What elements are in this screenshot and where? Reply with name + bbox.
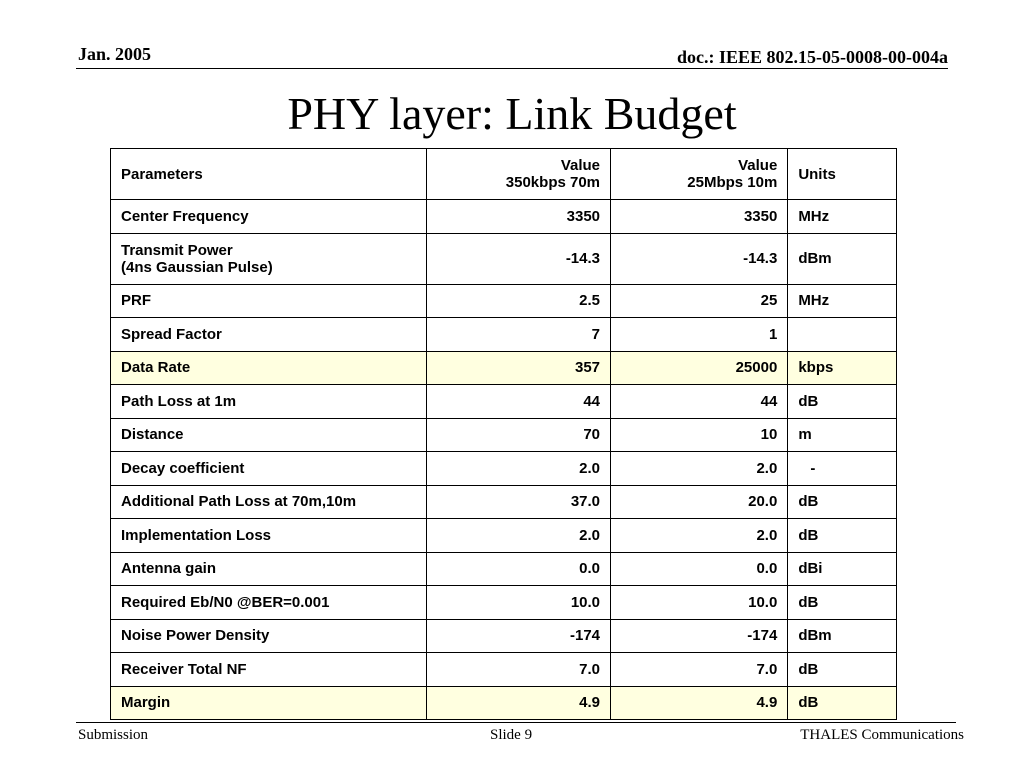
- cell-value-350kbps: 44: [426, 385, 610, 419]
- cell-parameter: [111, 233, 427, 284]
- table-row: [111, 485, 897, 519]
- parameter-text: Additional Path Loss at 70m,10m: [121, 493, 357, 511]
- cell-value-25mbps: 1: [611, 318, 788, 352]
- cell-value-25mbps: 20.0: [611, 485, 788, 519]
- parameter-text: Distance: [121, 426, 184, 444]
- cell-value-350kbps: -14.3: [426, 233, 610, 284]
- cell-value-25mbps: 7.0: [611, 653, 788, 687]
- cell-value-25mbps: 2.0: [611, 452, 788, 486]
- column-header-units: [788, 149, 897, 200]
- column-header-text: Parameters: [121, 165, 203, 183]
- cell-parameter: [111, 318, 427, 352]
- parameter-text: Transmit Power: [121, 241, 233, 259]
- cell-value-350kbps: 0.0: [426, 552, 610, 586]
- column-header-text: 25Mbps 10m: [687, 174, 778, 191]
- cell-value-350kbps: 357: [426, 351, 610, 385]
- table-row: [111, 351, 897, 385]
- cell-parameter: [111, 519, 427, 553]
- cell-parameter: [111, 586, 427, 620]
- cell-unit: -: [788, 452, 897, 486]
- cell-value-25mbps: 25: [611, 284, 788, 318]
- parameter-text: Margin: [121, 694, 171, 712]
- cell-value-25mbps: 2.0: [611, 519, 788, 553]
- cell-unit: dB: [788, 686, 897, 720]
- table-row: [111, 519, 897, 553]
- table-row: [111, 318, 897, 352]
- footer-submission: Submission: [78, 727, 149, 743]
- footer-slide-number: Slide 9: [490, 727, 533, 743]
- cell-unit: m: [788, 418, 897, 452]
- cell-value-350kbps: 10.0: [426, 586, 610, 620]
- table-row: [111, 284, 897, 318]
- parameter-text: Noise Power Density: [121, 627, 270, 645]
- cell-unit: dBi: [788, 552, 897, 586]
- table-row: [111, 385, 897, 419]
- cell-parameter: [111, 653, 427, 687]
- cell-unit: dB: [788, 385, 897, 419]
- cell-value-350kbps: 7: [426, 318, 610, 352]
- cell-parameter: [111, 686, 427, 720]
- cell-parameter: [111, 284, 427, 318]
- cell-value-350kbps: 4.9: [426, 686, 610, 720]
- cell-unit: dB: [788, 653, 897, 687]
- footer-divider: [76, 722, 956, 723]
- table-header-row: [111, 149, 897, 200]
- column-header-text: Value: [738, 157, 778, 174]
- parameter-text: Implementation Loss: [121, 526, 272, 544]
- cell-unit: dB: [788, 485, 897, 519]
- column-header-text: Units: [798, 165, 836, 183]
- header-divider: [76, 68, 948, 69]
- cell-unit: dB: [788, 586, 897, 620]
- cell-value-350kbps: 2.0: [426, 452, 610, 486]
- cell-value-25mbps: -174: [611, 619, 788, 653]
- header-date: Jan. 2005: [78, 44, 152, 64]
- cell-value-350kbps: 70: [426, 418, 610, 452]
- parameter-text: Receiver Total NF: [121, 660, 247, 678]
- column-header-value-350kbps: [426, 149, 610, 200]
- parameter-text: Required Eb/N0 @BER=0.001: [121, 593, 330, 611]
- cell-parameter: [111, 619, 427, 653]
- slide-title: PHY layer: Link Budget: [287, 88, 737, 139]
- cell-parameter: [111, 452, 427, 486]
- cell-value-25mbps: 0.0: [611, 552, 788, 586]
- cell-value-350kbps: 2.0: [426, 519, 610, 553]
- cell-parameter: [111, 200, 427, 234]
- parameter-text: Data Rate: [121, 359, 191, 377]
- cell-value-350kbps: 7.0: [426, 653, 610, 687]
- cell-unit: [788, 318, 897, 352]
- column-header-parameters: [111, 149, 427, 200]
- link-budget-table: [110, 148, 897, 720]
- parameter-text: Spread Factor: [121, 325, 222, 343]
- cell-value-350kbps: 37.0: [426, 485, 610, 519]
- parameter-text: Path Loss at 1m: [121, 392, 237, 410]
- table-row: [111, 418, 897, 452]
- footer-organization: THALES Communications: [800, 727, 964, 743]
- table-row: [111, 686, 897, 720]
- table-row: [111, 200, 897, 234]
- parameter-text: (4ns Gaussian Pulse): [121, 258, 273, 276]
- cell-unit: dBm: [788, 233, 897, 284]
- parameter-text: Center Frequency: [121, 207, 249, 225]
- table-row: [111, 653, 897, 687]
- cell-parameter: [111, 552, 427, 586]
- parameter-text: Decay coefficient: [121, 459, 245, 477]
- cell-value-25mbps: 25000: [611, 351, 788, 385]
- column-header-value-25mbps: [611, 149, 788, 200]
- cell-value-350kbps: 2.5: [426, 284, 610, 318]
- table-row: [111, 552, 897, 586]
- cell-value-25mbps: 44: [611, 385, 788, 419]
- parameter-text: Antenna gain: [121, 560, 217, 578]
- cell-value-25mbps: 10.0: [611, 586, 788, 620]
- column-header-text: 350kbps 70m: [505, 174, 601, 191]
- table-row: [111, 233, 897, 284]
- parameter-text: PRF: [121, 292, 151, 310]
- cell-parameter: [111, 385, 427, 419]
- cell-unit: MHz: [788, 284, 897, 318]
- table-body: [111, 200, 897, 720]
- cell-unit: kbps: [788, 351, 897, 385]
- cell-unit: dBm: [788, 619, 897, 653]
- cell-value-25mbps: 3350: [611, 200, 788, 234]
- cell-value-350kbps: 3350: [426, 200, 610, 234]
- cell-value-25mbps: 10: [611, 418, 788, 452]
- table-row: [111, 619, 897, 653]
- cell-value-25mbps: -14.3: [611, 233, 788, 284]
- cell-unit: dB: [788, 519, 897, 553]
- cell-parameter: [111, 418, 427, 452]
- cell-parameter: [111, 485, 427, 519]
- table-row: [111, 586, 897, 620]
- cell-value-25mbps: 4.9: [611, 686, 788, 720]
- table-row: [111, 452, 897, 486]
- cell-value-350kbps: -174: [426, 619, 610, 653]
- cell-parameter: [111, 351, 427, 385]
- header-doc-id: doc.: IEEE 802.15-05-0008-00-004a: [677, 47, 948, 67]
- column-header-text: Value: [560, 157, 601, 174]
- cell-unit: MHz: [788, 200, 897, 234]
